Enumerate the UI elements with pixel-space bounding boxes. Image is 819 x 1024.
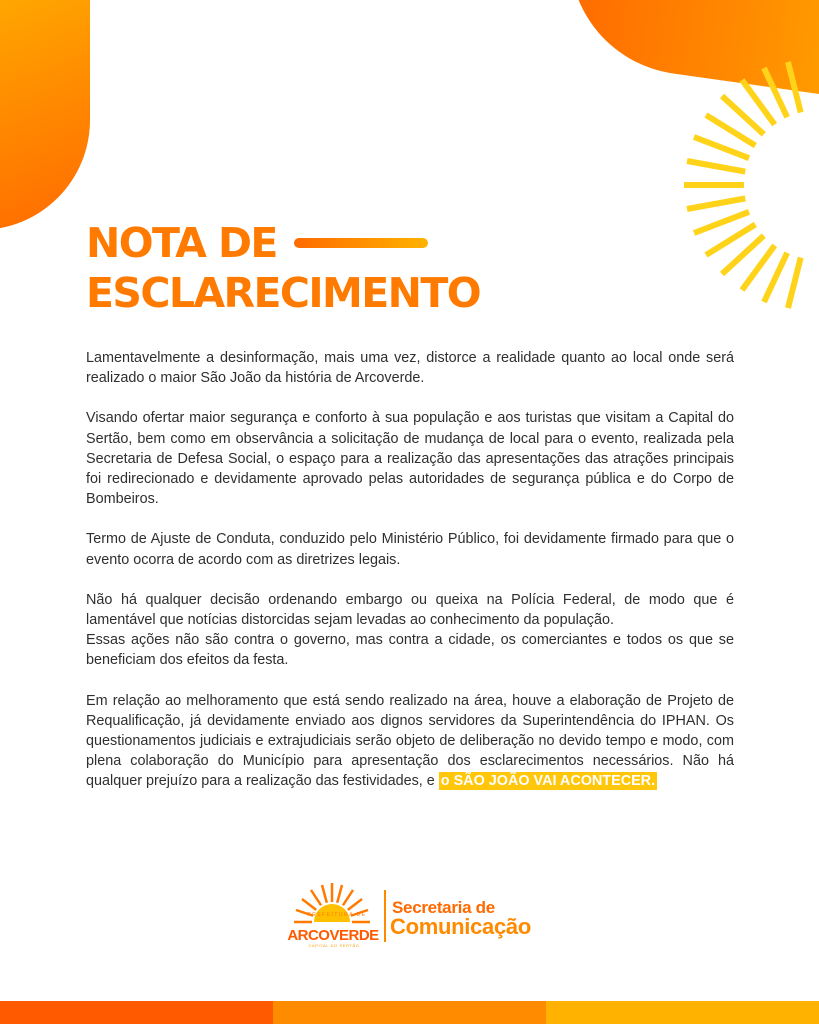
logo-small-text: PREFEITURA DE: [307, 912, 367, 918]
arcoverde-sun-icon: [284, 882, 380, 926]
note-body: [86, 348, 734, 812]
paragraph-6: [86, 691, 734, 792]
paragraph-1: Lamentavelmente a desinformação, mais uma vez, distorce a realidade quanto ao local onde será realizado o maior São João da história de Arcoverde.: [86, 350, 734, 387]
footer-bar-segment-1: [0, 1001, 273, 1024]
logo-divider: [384, 890, 386, 942]
footer-bar-segment-2: [273, 1001, 546, 1024]
paragraph-5: Essas ações não são contra o governo, mas contra a cidade, os comerciantes e todos os que se beneficiam dos efeitos da festa.: [86, 632, 734, 669]
paragraph-2: Visando ofertar maior segurança e conforto à sua população e aos turistas que visitam a Capital do Sertão, bem como em observância a solicitação de mudança de local para o evento, realizada pela Secretaria de Defesa Social, o espaço para a realização das apresentações das atrações principais foi redirecionado e devidamente aprovado pelas autoridades de segurança pública e do Corpo de Bombeiros.: [86, 410, 734, 508]
secretaria-line-2: Comunicação: [390, 914, 531, 939]
paragraph-6-text: Em relação ao melhoramento que está sendo realizado na área, houve a elaboração de Projeto de Requalificação, já devidamente enviado aos dignos servidores da Superintendência do IPHAN. Os questionamentos judiciais e extrajudiciais serão objeto de deliberação no devido tempo e modo, com plena colaboração do Município para apresentação dos esclarecimentos necessários. Não há qualquer prejuízo para a realização das festividades, e: [86, 692, 734, 790]
sun-rays-icon: [660, 60, 819, 310]
title-line-1: NOTA DE: [86, 219, 277, 267]
title-line-2: ESCLARECIMENTO: [86, 269, 480, 317]
title-accent-bar: [294, 238, 428, 248]
page-title: [86, 218, 480, 318]
footer-logo: [284, 882, 544, 952]
footer-bar-segment-3: [546, 1001, 819, 1024]
logo-tagline: CAPITAL DO SERTÃO: [308, 943, 360, 948]
paragraph-4: Não há qualquer decisão ordenando embargo ou queixa na Polícia Federal, de modo que é lamentável que notícias distorcidas sejam levadas ao conhecimento da população.: [86, 591, 734, 629]
secretaria-line-1: Secretaria de: [392, 898, 495, 917]
footer-color-bar: [0, 1001, 819, 1024]
logo-main-text: ARCOVERDE: [287, 927, 379, 944]
corner-shape-top-left: [0, 0, 90, 230]
paragraph-3: Termo de Ajuste de Conduta, conduzido pelo Ministério Público, foi devidamente firmado para que o evento ocorra de acordo com as diretrizes legais.: [86, 531, 734, 568]
highlight-statement: o SÃO JOÃO VAI ACONTECER.: [440, 773, 656, 790]
